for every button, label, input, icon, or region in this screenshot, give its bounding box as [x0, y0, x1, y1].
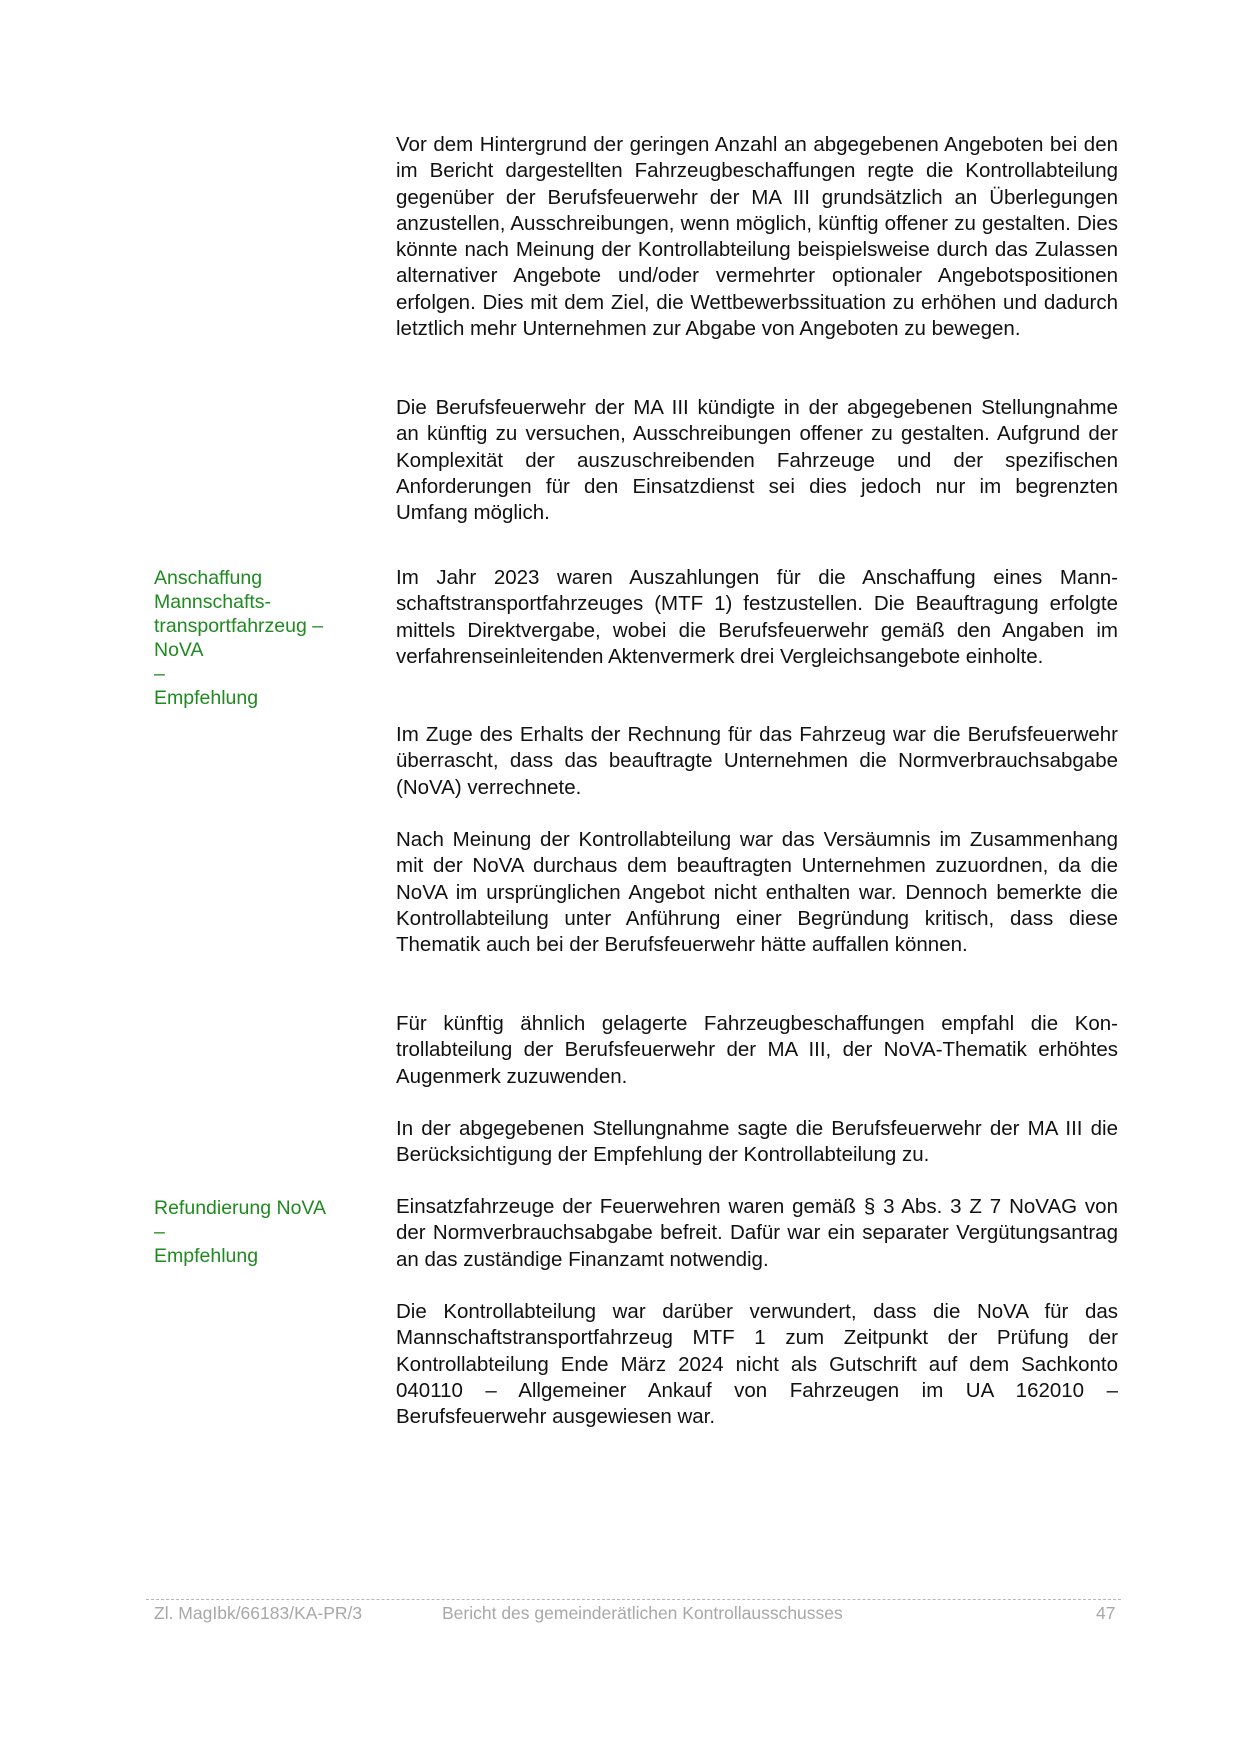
margin-note-line: NoVA — [154, 639, 204, 661]
footer-page-number: 47 — [1096, 1603, 1116, 1623]
margin-note-line: Empfehlung — [154, 1245, 259, 1267]
margin-note-line: – — [154, 1221, 165, 1243]
paragraph-recommendation: Für künftig ähnlich gelagerte Fahrzeugbeschaffungen empfahl die Kontrollabteilung der Berufsfeuerwehr der MA III, der NoVA-Thematik erhöhtes Augenmerk zuzuwenden. — [396, 1012, 1118, 1088]
paragraph-nova-exemption: Einsatzfahrzeuge der Feuerwehren waren gemäß § 3 Abs. 3 Z 7 NoVAG von der Normverbrauchsabgabe befreit. Dafür war ein separater Vergütungsantrag an das zuständige Finanzamt notwendig. — [396, 1195, 1118, 1271]
paragraph-tender-openness: Vor dem Hintergrund der geringen Anzahl an abgegebenen Angeboten bei den im Bericht dargestellten Fahrzeugbeschaffungen regte die Kontrollabteilung gegenüber der Berufsfeuerwehr der MA III grundsätzlich an Überlegungen anzustellen, Ausschreibungen, wenn möglich, künftig offener zu gestalten. Dies könnte nach Meinung der Kontrollabteilung beispielsweise durch das Zulassen alternativer Angebote und/oder vermehrter optionaler Angebotspositionen erfolgen. Dies mit dem Ziel, die Wettbewerbssituation zu erhöhen und dadurch letztlich mehr Unternehmen zur Abgabe von Angeboten zu bewegen. — [396, 133, 1118, 341]
margin-note-line: Refundierung NoVA — [154, 1197, 326, 1219]
footer-divider — [146, 1599, 1121, 1600]
footer-reference: Zl. MagIbk/66183/KA-PR/3 — [154, 1603, 363, 1623]
paragraph-statement-response: Die Berufsfeuerwehr der MA III kündigte in der abgegebenen Stellungnahme an künftig zu versuchen, Ausschreibungen offener zu gestalten. Aufgrund der Komplexität der auszuschreibenden Fahrzeuge und der spezifischen Anforderungen für den Einsatzdienst sei dies jedoch nur im begrenzten Umfang möglich. — [396, 396, 1118, 525]
footer-title: Bericht des gemeinderätlichen Kontrollausschusses — [442, 1603, 843, 1623]
paragraph-credit-missing: Die Kontrollabteilung war darüber verwundert, dass die NoVA für das Mannschaftstransportfahrzeug MTF 1 zum Zeitpunkt der Prüfung der Kontrollabteilung Ende März 2024 nicht als Gutschrift auf dem Sachkonto 040110 – Allgemeiner Ankauf von Fahrzeugen im UA 162010 – Berufsfeuerwehr ausgewiesen war. — [396, 1300, 1118, 1429]
margin-note-line: – — [154, 663, 165, 685]
margin-note-line: Anschaffung — [154, 567, 263, 589]
paragraph-invoice-nova: Im Zuge des Erhalts der Rechnung für das Fahrzeug war die Berufsfeuerwehr überrascht, dass das beauftragte Unternehmen die Normverbrauchsabgabe (NoVA) verrechnete. — [396, 723, 1118, 799]
margin-note-line: transportfahrzeug – — [154, 615, 324, 637]
paragraph-mtf-purchase: Im Jahr 2023 waren Auszahlungen für die Anschaffung eines Mannschaftstransportfahrzeuges (MTF 1) festzustellen. Die Beauftragung erfolgte mittels Direktvergabe, wobei die Berufsfeuerwehr gemäß den Angaben im verfahrenseinleitenden Aktenvermerk drei Vergleichsangebote einholte. — [396, 566, 1118, 668]
paragraph-recommendation-response: In der abgegebenen Stellungnahme sagte die Berufsfeuerwehr der MA III die Berücksichtigung der Empfehlung der Kontrollabteilung zu. — [396, 1117, 1118, 1167]
margin-note-anschaffung — [154, 566, 374, 710]
paragraph-omission-assessment: Nach Meinung der Kontrollabteilung war das Versäumnis im Zusammenhang mit der NoVA durchaus dem beauftragten Unternehmen zuzuordnen, da die NoVA im ursprünglichen Angebot nicht enthalten war. Dennoch bemerkte die Kontrollabteilung unter Anführung einer Begründung kritisch, dass diese Thematik auch bei der Berufsfeuerwehr hätte auffallen können. — [396, 828, 1118, 957]
margin-note-refundierung — [154, 1196, 374, 1268]
margin-note-line: Empfehlung — [154, 687, 259, 709]
margin-note-line: Mannschafts- — [154, 591, 272, 613]
